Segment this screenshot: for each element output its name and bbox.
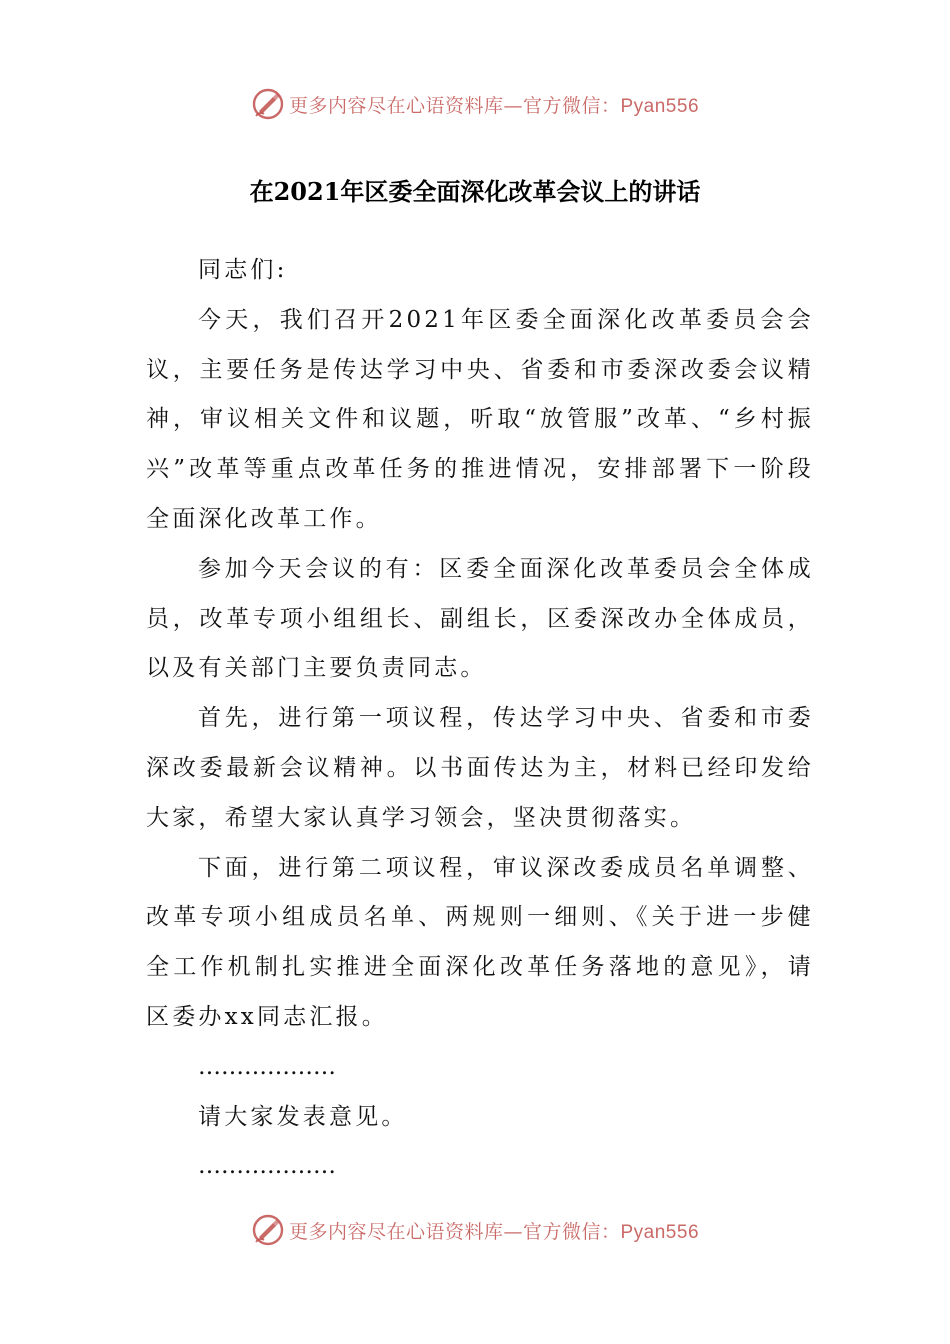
ellipsis-line: ……………… [198,1153,336,1180]
pen-logo-icon [251,87,285,121]
salutation: 同志们: [198,257,288,283]
watermark-text [289,1217,699,1244]
pen-logo-icon [251,1213,285,1247]
watermark-label: 更多内容尽在心语资料库—官方微信： [288,1220,621,1243]
watermark-label: 更多内容尽在心语资料库—官方微信： [288,94,621,117]
watermark-wechat-id: Pyan556 [620,1221,700,1243]
watermark-footer [0,1210,950,1250]
watermark-header [0,84,950,124]
paragraph-agenda-two: 下面，进行第二项议程，审议深改委成员名单调整、改革专项小组成员名单、两规则一细则、《关于进一步健全工作机制扎实推进全面深化改革任务落地的意见》，请区委办xx同志汇报。 [146,854,814,1030]
paragraph-invite-comments: 请大家发表意见。 [198,1103,408,1130]
paragraph-opening: 今天，我们召开2021年区委全面深化改革委员会会议，主要任务是传达学习中央、省委和市委深改委会议精神，审议相关文件和议题，听取“放管服”改革、“乡村振兴”改革等重点改革任务的推进情况，安排部署下一阶段全面深化改革工作。 [146,306,814,532]
watermark-text [289,91,699,118]
ellipsis-line: ……………… [198,1053,336,1080]
paragraph-agenda-one: 首先，进行第一项议程，传达学习中央、省委和市委深改委最新会议精神。以书面传达为主，材料已经印发给大家，希望大家认真学习领会，坚决贯彻落实。 [146,705,814,831]
paragraph-attendees: 参加今天会议的有：区委全面深化改革委员会全体成员，改革专项小组组长、副组长，区委深改办全体成员，以及有关部门主要负责同志。 [146,555,814,682]
watermark-wechat-id: Pyan556 [620,95,700,117]
document-title: 在2021年区委全面深化改革会议上的讲话 [249,177,701,206]
document-body [146,246,814,1192]
